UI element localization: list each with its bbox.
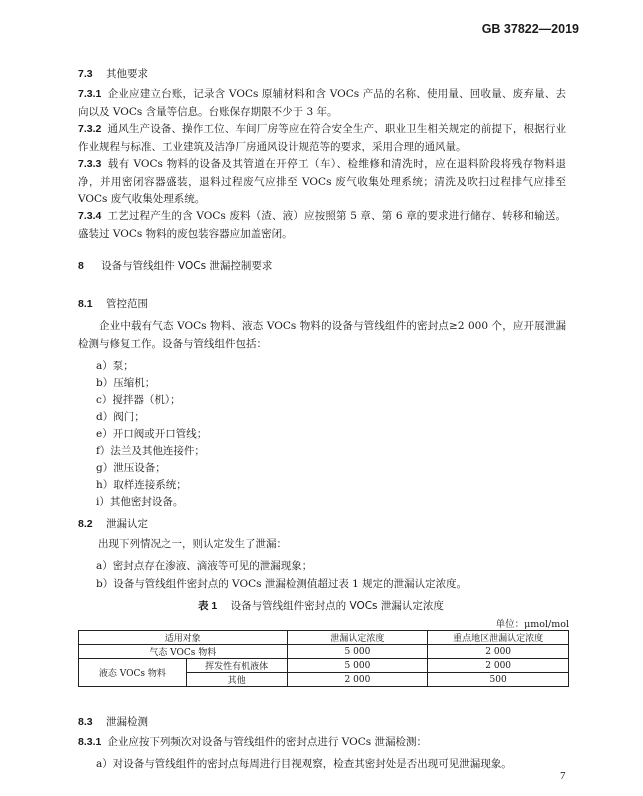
clause-text: 企业应按下列频次对设备与管线组件的密封点进行 VOCs 泄漏检测： xyxy=(107,736,427,748)
section-number: 8.3 xyxy=(78,716,93,728)
clause-7-3-4 xyxy=(78,208,566,243)
list-item: c）搅拌器（机）； xyxy=(96,394,181,406)
chapter-number: 8 xyxy=(78,260,84,272)
clause-number: 7.3.1 xyxy=(78,88,102,100)
section-8-3-heading xyxy=(78,714,148,729)
table-unit: 单位：μmol/mol xyxy=(495,619,569,630)
list-item: h）取样连接系统； xyxy=(96,479,187,491)
list-item: i）其他密封设备。 xyxy=(96,496,184,508)
clause-text: 通风生产设备、操作工位、车间厂房等应在符合安全生产、职业卫生相关规定的前提下，根据行业作业规程与标准、工业建筑及洁净厂房通风设计规范等的要求，采用合理的通风量。 xyxy=(78,123,566,153)
table-row xyxy=(79,659,569,673)
table-header-cell: 泄漏认定浓度 xyxy=(287,631,428,645)
section-title: 泄漏认定 xyxy=(105,518,148,530)
clause-number: 7.3.4 xyxy=(78,210,102,222)
table-cell: 5 000 xyxy=(287,645,428,659)
section-title: 其他要求 xyxy=(105,68,148,80)
section-8-1-heading xyxy=(78,296,148,311)
table-row xyxy=(79,645,569,659)
table-cell: 2 000 xyxy=(428,659,569,673)
section-number: 7.3 xyxy=(78,68,93,80)
list-item: e）开口阀或开口管线； xyxy=(96,428,208,440)
table-header-row xyxy=(79,631,569,645)
table-cell: 2 000 xyxy=(428,645,569,659)
leak-threshold-table xyxy=(78,630,569,687)
clause-7-3-1 xyxy=(78,86,566,121)
section-8-2-intro: 出现下列情况之一，则认定发生了泄漏： xyxy=(98,538,287,550)
table-title: 设备与管线组件密封点的 VOCs 泄漏认定浓度 xyxy=(230,600,444,612)
table-cell: 液态 VOCs 物料 xyxy=(79,659,187,687)
table-cell: 500 xyxy=(428,673,569,687)
section-8-2-heading xyxy=(78,516,148,531)
section-number: 8.1 xyxy=(78,298,93,310)
table-header-cell: 适用对象 xyxy=(79,631,288,645)
section-title: 泄漏检测 xyxy=(105,716,148,728)
section-number: 8.2 xyxy=(78,518,93,530)
clause-7-3-3 xyxy=(78,156,566,209)
section-7-3-heading xyxy=(78,66,148,81)
table-cell: 5 000 xyxy=(287,659,428,673)
table-cell: 挥发性有机液体 xyxy=(186,659,287,673)
table-cell: 其他 xyxy=(186,673,287,687)
standard-number: GB 37822—2019 xyxy=(481,22,579,36)
clause-number: 7.3.3 xyxy=(78,158,102,170)
clause-text: 载有 VOCs 物料的设备及其管道在开停工（车）、检维修和清洗时，应在退料阶段将残存物料退净，并用密闭容器盛装，退料过程废气应排至 VOCs 废气收集处理系统；清洗及吹扫过程排气应排至 VOCs 废气收集处理系统。 xyxy=(78,158,566,205)
clause-text: 工艺过程产生的含 VOCs 废料（渣、液）应按照第 5 章、第 6 章的要求进行储存、转移和输送。盛装过 VOCs 物料的废包装容器应加盖密闭。 xyxy=(78,210,566,240)
table-header-cell: 重点地区泄漏认定浓度 xyxy=(428,631,569,645)
list-item: d）阀门； xyxy=(96,411,145,423)
clause-text: 企业应建立台账，记录含 VOCs 原辅材料和含 VOCs 产品的名称、使用量、回收量、废弃量、去向以及 VOCs 含量等信息。台账保存期限不少于 3 年。 xyxy=(78,88,566,118)
clause-8-3-1 xyxy=(78,734,427,752)
list-item: a）对设备与管线组件的密封点每周进行目视观察，检查其密封处是否出现可见泄漏现象。 xyxy=(96,758,512,770)
table-cell: 2 000 xyxy=(287,673,428,687)
list-item: f）法兰及其他连接件； xyxy=(96,445,205,457)
chapter-title: 设备与管线组件 VOCs 泄漏控制要求 xyxy=(101,260,273,272)
table-number: 表 1 xyxy=(198,600,218,612)
clause-number: 8.3.1 xyxy=(78,736,102,748)
list-item: a）泵； xyxy=(96,360,134,372)
list-item: b）压缩机； xyxy=(96,377,156,389)
page-number: 7 xyxy=(560,770,566,782)
clause-number: 7.3.2 xyxy=(78,123,102,135)
table-cell: 气态 VOCs 物料 xyxy=(79,645,288,659)
section-8-1-intro: 企业中载有气态 VOCs 物料、液态 VOCs 物料的设备与管线组件的密封点≥2 000 个，应开展泄漏检测与修复工作。设备与管线组件包括： xyxy=(78,320,566,350)
table-caption xyxy=(198,598,444,613)
list-item: a）密封点存在渗液、滴液等可见的泄漏现象； xyxy=(96,560,313,572)
list-item: b）设备与管线组件密封点的 VOCs 泄漏检测值超过表 1 规定的泄漏认定浓度。 xyxy=(96,578,468,590)
chapter-8-heading xyxy=(78,258,272,273)
clause-7-3-2 xyxy=(78,121,566,156)
list-item: g）泄压设备； xyxy=(96,462,166,474)
section-title: 管控范围 xyxy=(105,298,148,310)
